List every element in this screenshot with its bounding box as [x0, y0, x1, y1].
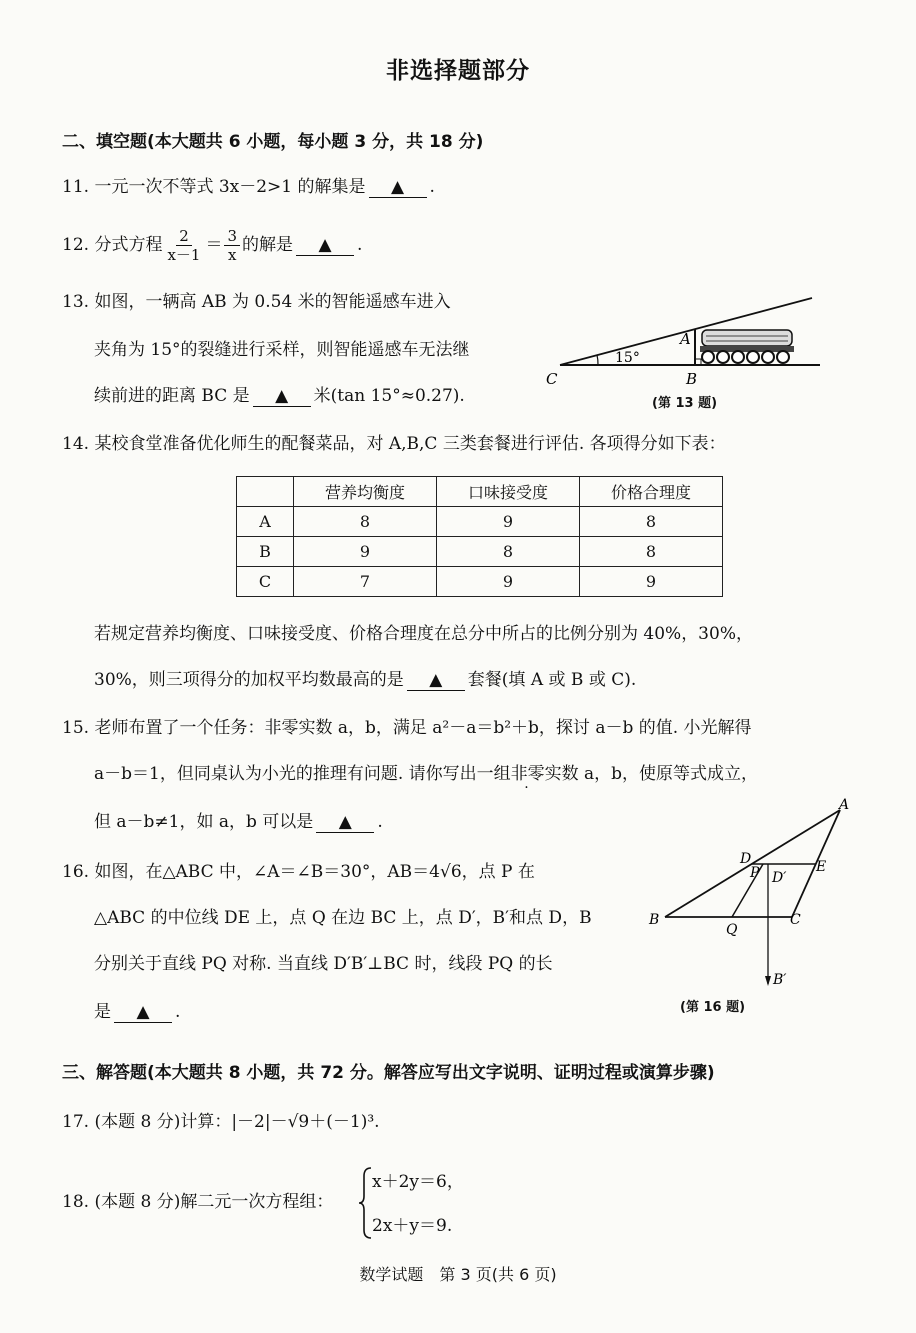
q14-line3-pre: 30%，则三项得分的加权平均数最高的是 — [94, 670, 404, 690]
q18-eq2: 2x＋y＝9. — [372, 1216, 453, 1236]
q14-line3 — [94, 668, 636, 692]
emphasis-dotted-text: 非零 — [510, 764, 545, 784]
figure-16 — [640, 792, 870, 992]
label-c: C — [546, 370, 558, 388]
section3-heading: 三、解答题(本大题共 8 小题，共 72 分。解答应写出文字说明、证明过程或演算步骤) — [62, 1063, 715, 1083]
q15-line2 — [94, 762, 758, 786]
label-b: B — [649, 912, 660, 928]
angle-label: 15° — [615, 350, 640, 366]
q15-line2-post: 实数 a，b，使原等式成立， — [544, 764, 759, 784]
question-18: 18. (本题 8 分)解二元一次方程组： — [62, 1192, 334, 1212]
label-a: A — [680, 330, 691, 348]
q16-line4-pre: 是 — [94, 1002, 111, 1022]
table-cell: 8 — [294, 507, 437, 537]
table-header-cell: 营养均衡度 — [294, 477, 437, 507]
section2-heading: 二、填空题(本大题共 6 小题，每小题 3 分，共 18 分) — [62, 132, 484, 152]
q11-text: 11. 一元一次不等式 3x－2>1 的解集是 — [62, 177, 366, 197]
fraction-1-num: 2 — [176, 227, 192, 246]
table-cell: 9 — [437, 507, 580, 537]
figure-13 — [540, 290, 830, 390]
figure-13-caption: (第 13 题) — [652, 396, 718, 411]
answer-blank: ▲ — [316, 812, 374, 833]
question-12 — [62, 222, 362, 268]
table-header-cell: 价格合理度 — [580, 477, 723, 507]
q12-eq: ＝ — [205, 235, 223, 255]
label-p: P — [750, 865, 760, 881]
fraction-2 — [224, 227, 240, 264]
table-cell: 9 — [437, 567, 580, 597]
q16-line1: 16. 如图，在△ABC 中，∠A＝∠B＝30°，AB＝4√6，点 P 在 — [62, 862, 535, 882]
q11-end: . — [429, 177, 435, 197]
fraction-2-den: x — [228, 246, 237, 264]
label-b: B — [686, 370, 698, 388]
q14-intro: 14. 某校食堂准备优化师生的配餐菜品，对 A,B,C 三类套餐进行评估. 各项得分如下表： — [62, 434, 726, 454]
table-cell: A — [237, 507, 294, 537]
q12-prefix: 12. 分式方程 — [62, 235, 163, 255]
answer-blank: ▲ — [369, 177, 427, 198]
page-footer: 数学试题 第 3 页(共 6 页) — [359, 1265, 557, 1284]
fraction-2-num: 3 — [224, 227, 240, 246]
q13-line1: 13. 如图，一辆高 AB 为 0.54 米的智能遥感车进入 — [62, 292, 451, 312]
label-a: A — [839, 797, 850, 813]
table-header-cell: 口味接受度 — [437, 477, 580, 507]
q13-line3-pre: 续前进的距离 BC 是 — [94, 386, 250, 406]
table-row — [237, 537, 723, 567]
q14-line3-post: 套餐(填 A 或 B 或 C). — [467, 670, 637, 690]
answer-blank: ▲ — [253, 386, 311, 407]
table-cell: C — [237, 567, 294, 597]
fraction-1 — [164, 227, 203, 264]
answer-blank: ▲ — [296, 235, 354, 256]
figure-16-caption: (第 16 题) — [680, 1000, 746, 1015]
q18-eq1: x＋2y＝6， — [372, 1172, 464, 1192]
answer-blank: ▲ — [114, 1002, 172, 1023]
table-row — [237, 567, 723, 597]
table-cell: 7 — [294, 567, 437, 597]
label-d: D — [740, 851, 752, 867]
question-11 — [62, 175, 435, 199]
q15-line3 — [94, 810, 383, 834]
table-cell: 9 — [294, 537, 437, 567]
table-header-cell — [237, 477, 294, 507]
q13-line3 — [94, 384, 465, 408]
label-dprime: D′ — [772, 870, 787, 886]
table-cell: 8 — [580, 507, 723, 537]
label-q: Q — [726, 922, 738, 938]
rover-vehicle — [700, 330, 794, 363]
label-e: E — [816, 859, 827, 875]
q14-line2: 若规定营养均衡度、口味接受度、价格合理度在总分中所占的比例分别为 40%，30%， — [94, 624, 753, 644]
label-c: C — [790, 912, 801, 928]
q13-line3-post: 米(tan 15°≈0.27). — [313, 386, 465, 406]
angle-arc — [597, 355, 598, 365]
table-cell: 9 — [580, 567, 723, 597]
q12-suffix: 的解是 — [242, 235, 294, 255]
q16-line4-post: . — [175, 1002, 181, 1022]
table-cell: 8 — [580, 537, 723, 567]
q13-line2: 夹角为 15°的裂缝进行采样，则智能遥感车无法继 — [94, 340, 470, 360]
score-table — [236, 476, 723, 597]
table-cell: 8 — [437, 537, 580, 567]
table-row — [237, 507, 723, 537]
q16-line4 — [94, 1000, 180, 1024]
q16-line2: △ABC 的中位线 DE 上，点 Q 在边 BC 上，点 D′，B′和点 D，B — [94, 908, 592, 928]
page-title: 非选择题部分 — [386, 58, 530, 84]
q16-line3: 分别关于直线 PQ 对称. 当直线 D′B′⊥BC 时，线段 PQ 的长 — [94, 954, 553, 974]
label-bprime: B′ — [773, 972, 787, 988]
q15-line2-pre: a－b＝1，但同桌认为小光的推理有问题. 请你写出一组 — [94, 764, 511, 784]
table-cell: B — [237, 537, 294, 567]
q12-end: . — [357, 235, 363, 255]
q15-line3-pre: 但 a－b≠1，如 a，b 可以是 — [94, 812, 314, 832]
answer-blank: ▲ — [407, 670, 465, 691]
table-header-row — [237, 477, 723, 507]
q15-line1: 15. 老师布置了一个任务：非零实数 a，b，满足 a²－a＝b²＋b，探讨 a－b 的值. 小光解得 — [62, 718, 752, 738]
question-17: 17. (本题 8 分)计算：|－2|－√9＋(－1)³. — [62, 1112, 380, 1132]
arrow-bp — [765, 976, 771, 986]
fraction-1-den: x－1 — [167, 246, 201, 264]
q15-line3-post: . — [377, 812, 383, 832]
